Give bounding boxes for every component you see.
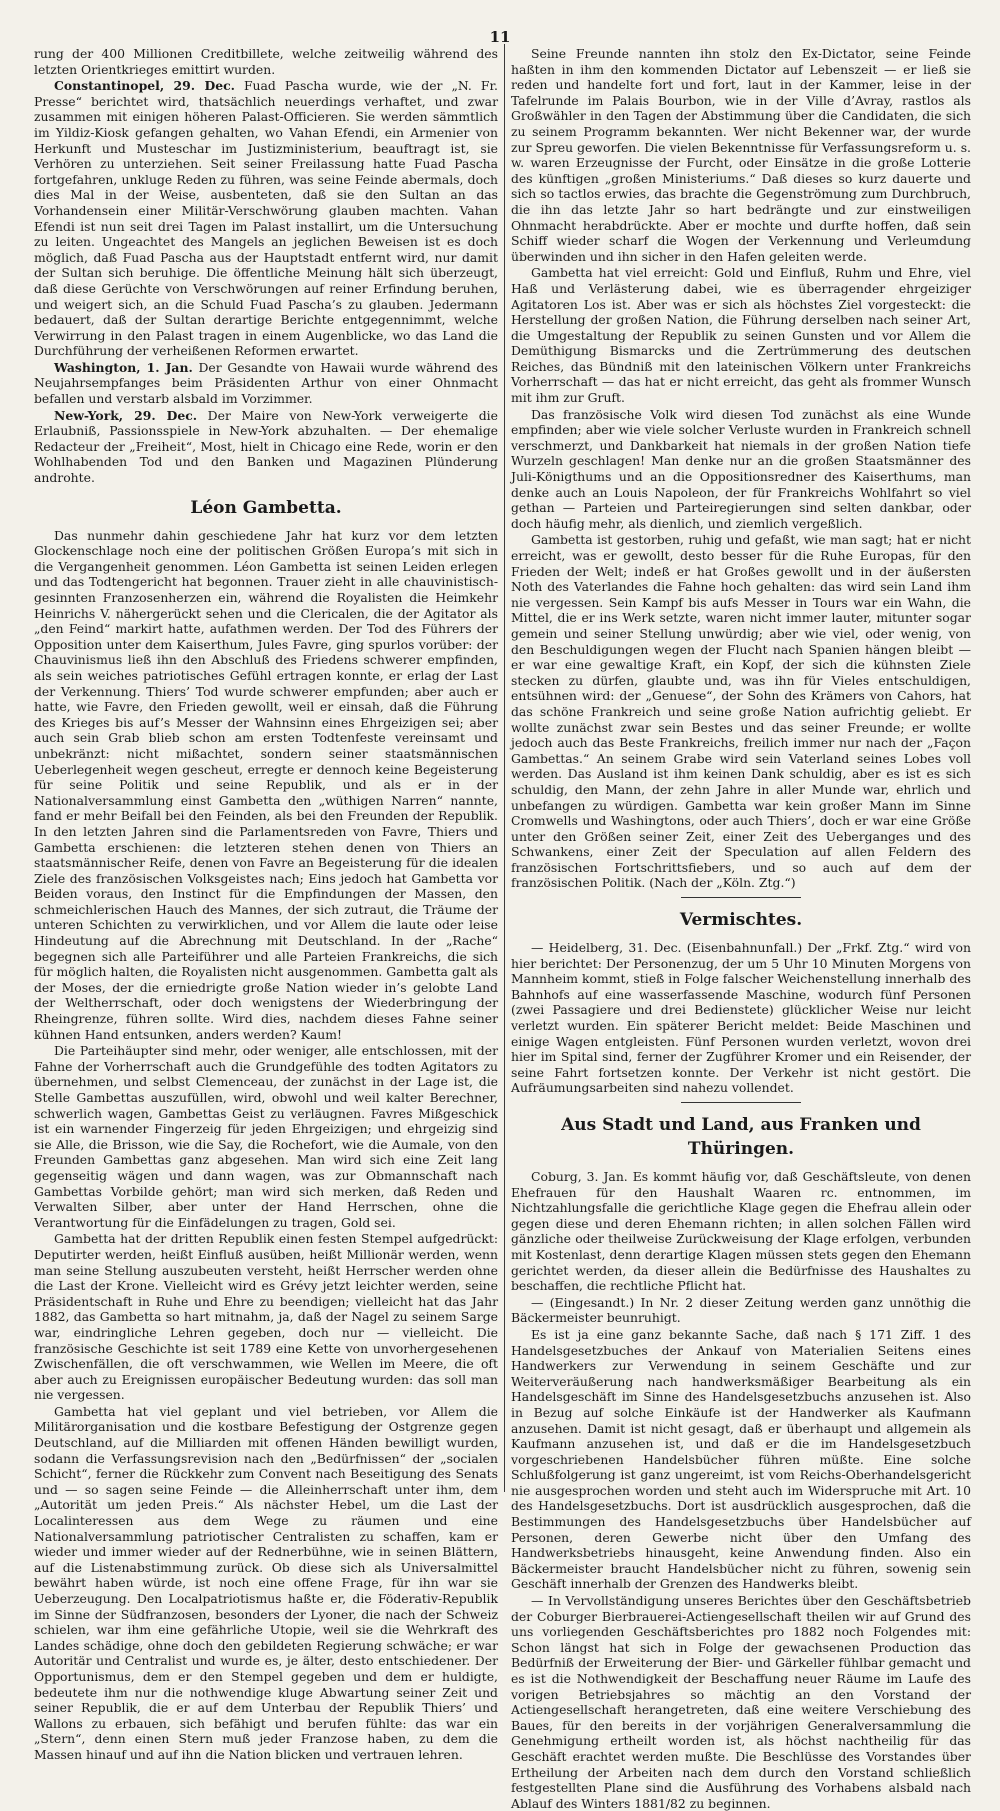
article-paragraph: Das nunmehr dahin geschiedene Jahr hat kurz vor dem letzten Glockenschlage noch eine der politischen Größen Europa’s mit sich in die Vergangenheit genommen. Léon Gambetta ist seinen Leiden erlegen und das Todtengericht hat begonnen. Trauer zieht in alle chauvinistisch-gesinnten Franzosenherzen ein, während die Royalisten die Heimkehr Heinrichs V. nähergerückt sehen und die Clericalen, die der Agitator als „den Feind“ markirt hatte, aufathmen werden. Der Tod des Führers der Opposition unter dem Kaiserthum, Jules Favre, ging spurlos vorüber: der Chauvinismus ließ ihn den Abschluß des Friedens schwerer empfinden, als sein weiches patriotisches Gefühl ertragen konnte, er erlag der Last der Verkennung. Thiers’ Tod wurde schwerer empfunden; aber auch er hatte, wie Favre, den Frieden gewollt, weil er einsah, daß die Führung des Krieges bis auf’s Messer der Wahnsinn eines Ehrgeizigen sei; aber auch sein Grab blieb schon am ersten Todtenfeste vereinsamt und unbekränzt: nicht mißachtet, sondern seiner staatsmännischen Ueberlegenheit wegen gescheut, erregte er dennoch keine Begeisterung für seine Politik und seine Republik, und als er in der Nationalversammlung einst Gambetta den „wüthigen Narren“ nannte, fand er mehr Beifall bei den Feinden, als bei den Freunden der Republik. In den letzten Jahren sind die Parlamentsreden von Favre, Thiers und Gambetta erschienen: die letzteren stehen denen von Thiers an staatsmännischer Reife, denen von Favre an Begeisterung für die idealen Ziele des französischen Volksgeistes nach; Eins jedoch hat Gambetta vor Beiden voraus, den Instinct für die Empfindungen der Massen, den schmeichlerischen Hauch des Mannes, der sich zutraut, die Träume der unteren Schichten zu verwirklichen, und vor Allem die laute oder leise Hindeutung auf die Abrechnung mit Deutschland. In der „Rache“ begegnen sich alle Parteiführer und alle Parteien Frankreichs, die sich für möglich halten, die Royalisten nicht ausgenommen. Gambetta galt als der Moses, der die erniedrigte große Nation wieder in’s gelobte Land der Weltherrschaft, oder doch wenigstens der Wiederbringung der Rheingrenze, führen sollte. Wird dies, nachdem dieses Fahne seiner kühnen Hand entsunken, anders werden? Kaum! (34, 527, 498, 1042)
news-item: Coburg, 3. Jan. Es kommt häufig vor, daß Geschäftsleute, von denen Ehefrauen für den Haushalt Waaren rc. entnommen, im Nichtzahlungsfalle die gerichtliche Klage gegen die Ehefrau allein oder gegen diese und deren Ehemann richten; in allen solchen Fällen wird gänzliche oder theilweise Zurückweisung der Klage erfolgen, verbunden mit Kostenlast, denn derartige Klagen müssen stets gegen den Ehemann gerichtet werden, da dieser allein die Bedürfnisse des Haushaltes zu beschaffen, die rechtliche Pflicht hat. (511, 1169, 971, 1294)
article-paragraph: Gambetta hat viel erreicht: Gold und Einfluß, Ruhm und Ehre, viel Haß und Verlästerung dabei, wie es überragender ehrgeiziger Agitatoren Los ist. Aber was er sich als höchstes Ziel vorgesteckt: die Herstellung der großen Nation, die Führung derselben nach seiner Art, die Umgestaltung der Republik zu seinen Gunsten und vor Allem die Demüthigung Bismarcks und die Zertrümmerung des deutschen Reiches, das Bündniß mit den lateinischen Völkern unter Frankreichs Vorherrschaft — das hat er nicht erreicht, das geht als frommer Wunsch mit ihm zur Gruft. (511, 265, 971, 406)
washington-report (34, 360, 498, 407)
section-separator (681, 1102, 801, 1103)
report-text: Fuad Pascha wurde, wie der „N. Fr. Presse“ berichtet wird, thatsächlich neuerdings verhaftet, und zwar zusammen mit einigen höheren Palast-Officieren. Sie werden sämmtlich im Yildiz-Kiosk gefangen gehalten, wo Vahan Efendi, ein Armenier von Herkunft und Musteschar im Justizministerium, beauftragt ist, sie Verhören zu unterziehen. Seit seiner Freilassung hatte Fuad Pascha fortgefahren, unkluge Reden zu führen, was seine Feinde abermals, doch dies Mal in der Weise, ausbenteten, daß sie den Sultan an das Vorhandensein einer Militär-Verschwörung glauben machten. Vahan Efendi ist nun seit drei Tagen im Palast installirt, um die Untersuchung zu leiten. Ungeachtet des Mangels an jeglichen Beweisen ist es doch möglich, daß Fuad Pascha aus der Hauptstadt entfernt wird, nur damit der Sultan sich beruhige. Die öffentliche Meinung hält sich überzeugt, daß diese Gerüchte von Verschwörungen auf reiner Erfindung beruhen, und weigert sich, an die Schuld Fuad Pascha’s zu glauben. Jedermann bedauert, daß der Sultan derartige Berichte entgegennimmt, welche Verwirrung in den Palast tragen in einem Augenblicke, wo das Land die Durchführung der verheißenen Reformen erwartet. (34, 78, 498, 359)
column-divider (504, 44, 505, 1492)
article-paragraph: Die Parteihäupter sind mehr, oder weniger, alle entschlossen, mit der Fahne der Vorherrschaft auch die Grundgefühle des todten Agitators zu übernehmen, und selbst Clemenceau, der zunächst in der Lage ist, die Stelle Gambettas auszufüllen, wird, obwohl und weil kalter Berechner, schwerlich wagen, Gambettas Geist zu verläugnen. Favres Mißgeschick ist ein warnender Fingerzeig für jeden Ehrgeizigen; und ehrgeizig sind sie Alle, die Brisson, wie die Say, die Rochefort, wie die Aumale, von den Freunden Gambettas ganz abgesehen. Man wird sich eine Zeit lang gegenseitig wägen und dann wagen, was zur Obmannschaft nach Gambettas Vorbilde gehört; man wird sich merken, daß Reden und Verwalten Silber, aber unter der Hand Herrschen, ohne die Verantwortung für die Einfädelungen zu tragen, Gold sei. (34, 1043, 498, 1230)
report-text: Der Gesandte von Hawaii wurde während des Neujahrsempfanges beim Präsidenten Arthur von einer Ohnmacht befallen und verstarb alsbald im Vorzimmer. (34, 359, 498, 407)
report-text: Der Maire von New-York verweigerte die Erlaubniß, Passionsspiele in New-York abzuhalten. — Der ehemalige Redacteur der „Freiheit“, Most, hielt in Chicago eine Rede, worin er den Wohlhabenden Tod und den Banken und Magazinen Plünderung androhte. (34, 407, 498, 486)
constantinopel-report (34, 78, 498, 359)
article-paragraph: Gambetta hat viel geplant und viel betrieben, vor Allem die Militärorganisation und die kostbare Befestigung der Ostgrenze gegen Deutschland, auf die Milliarden mit offenen Händen bewilligt wurden, sodann die Verfassungsrevision nach den „Bedürfnissen“ der „socialen Schicht“, ferner die Rückkehr zum Convent nach Beseitigung des Senats und — so sagen seine Feinde — die Alleinherrschaft unter ihm, dem „Autorität um jeden Preis.“ Als nächster Hebel, um die Last der Localinteressen aus dem Wege zu räumen und eine Nationalversammlung patriotischer Centralisten zu schaffen, kam er wieder und immer wieder auf der Rednerbühne, wie in seinen Blättern, auf die Listenabstimmung zurück. Ob diese sich als Universalmittel bewährt haben würde, ist noch eine offene Frage, für ihn war sie Ueberzeugung. Den Localpatriotismus haßte er, die Föderativ-Republik im Sinne der Südfranzosen, besonders der Lyoner, die nach der Schweiz schielen, war ihm eine gefährliche Utopie, weil sie die Wehrkraft des Landes schädige, ohne doch den gebildeten Regierung schwäche; er war Autoritär und Centralist und wurde es, je älter, desto entschiedener. Der Opportunismus, dem er den Stempel gegeben und dem er huldigte, bedeutete ihm nur die nothwendige kluge Abwartung seiner Zeit und seiner Republik, die er auf dem Unterbau der Republik Thiers’ und Wallons zu erbauen, sich befähigt und berufen fühlte: das war ein „Stern“, denn einen Stern muß jeder Franzose haben, zu dem die Massen hinauf und auf ihn die Nation blicken und vertrauen lehren. (34, 1403, 498, 1762)
article-paragraph: Seine Freunde nannten ihn stolz den Ex-Dictator, seine Feinde haßten in ihm den kommenden Dictator auf Lebenszeit — er ließ sie reden und handelte fort und fort, laut in der Kammer, leise in der Tafelrunde im Palais Bourbon, wie in der Ville d’Avray, rastlos als Großwähler in den Tagen der Abstimmung über die Candidaten, die sich zu seinem Programm bekannten. Wer nicht Bekenner war, der wurde zur Spreu geworfen. Die vielen Bekenntnisse für Verfassungsreform u. s. w. waren Erzeugnisse der Furcht, oder Einsätze in die große Lotterie des künftigen „großen Ministeriums.“ Daß dieses so kurz dauerte und sich so tactlos erwies, das brachte die Gegenströmung zum Durchbruch, die ihn das letzte Jahr so hart bedrängte und zur einstweiligen Ohnmacht herabdrückte. Aber er mochte und durfte hoffen, daß sein Schiff wieder scharf die Wogen der Verkennung und Verleumdung überwinden und ihn sicher in den Hafen geleiten werde. (511, 46, 971, 264)
right-column (511, 46, 971, 1811)
dateline-constantinopel: Constantinopel, 29. Dec. (54, 78, 235, 94)
left-column (34, 46, 498, 1762)
page-number: 11 (489, 28, 511, 46)
news-item: — Heidelberg, 31. Dec. (Eisenbahnunfall.) Der „Frkf. Ztg.“ wird von hier berichtet: Der Personenzug, der um 5 Uhr 10 Minuten Morgens von Mannheim kommt, stieß in Folge falscher Weichenstellung innerhalb des Bahnhofs auf eine wasserfassende Maschine, wodurch fünf Personen (zwei Passagiere und drei Bedienstete) glücklicher Weise nur leicht verletzt wurden. Ein späterer Bericht meldet: Beide Maschinen und einige Wagen entgleisten. Fünf Personen wurden verletzt, wovon drei hier im Spital sind, ferner der Zugführer Kromer und ein Reisender, der seine Fahrt fortsetzen konnte. Der Verkehr ist nicht gestört. Die Aufräumungsarbeiten sind nahezu vollendet. (511, 940, 971, 1096)
vermischtes-heading: Vermischtes. (679, 910, 803, 931)
dateline-newyork: New-York, 29. Dec. (54, 407, 198, 423)
dateline-washington: Washington, 1. Jan. (54, 359, 193, 375)
gambetta-heading: Léon Gambetta. (190, 497, 342, 518)
newyork-report (34, 408, 498, 486)
article-paragraph: Gambetta ist gestorben, ruhig und gefaßt, wie man sagt; hat er nicht erreicht, was er gewollt, desto besser für die Ruhe Europas, für den Frieden der Welt; indeß er hat Großes gewollt und in der äußersten Noth des Vaterlandes die Fahne hoch gehalten: das wird sein Land ihm nie vergessen. Sein Kampf bis aufs Messer in Tours war ein Wahn, die Mittel, die er ins Werk setzte, waren nicht immer lauter, mitunter sogar gemein und seiner Stellung unwürdig; aber wie viel, oder wenig, von den Beschuldigungen wegen der Flucht nach Spanien hängen bleibt — er war eine gewaltige Kraft, ein Kopf, der sich die kühnsten Ziele stecken zu dürfen, glaubte und, was ihn für Vieles entschuldigen, entsühnen wird: der „Genuese“, der Sohn des Krämers von Cahors, hat das schöne Frankreich und seine große Nation aufrichtig geliebt. Er wollte zunächst zwar sein Bestes und das seiner Freunde; er wollte jedoch auch das Beste Frankreichs, freilich immer nur nach der „Façon Gambettas.“ An seinem Grabe wird sein Vaterland seines Lobes voll werden. Das Ausland ist ihm keinen Dank schuldig, aber es ist es sich schuldig, den Mann, der zehn Jahre in aller Munde war, ehrlich und unbefangen zu würdigen. Gambetta war kein großer Mann im Sinne Cromwells und Washingtons, oder auch Thiers’, doch er war eine Größe unter den Größen seiner Zeit, einer Zeit des Ueberganges und des Schwankens, einer Zeit der Speculation auf allen Feldern des französischen Fortschrittsfiebers, und so auch auf dem der französischen Politik. (Nach der „Köln. Ztg.“) (511, 532, 971, 891)
news-item: Es ist ja eine ganz bekannte Sache, daß nach § 171 Ziff. 1 des Handelsgesetzbuches der Ankauf von Materialien Seitens eines Handwerkers zur Verwendung in seinem Geschäfte und zur Weiterveräußerung nach handwerksmäßiger Bearbeitung als ein Handelsgeschäft im Sinne des Handelsgesetzbuchs anzusehen ist. Also in Bezug auf solche Einkäufe ist der Handwerker als Kaufmann anzusehen. Damit ist nicht gesagt, daß er überhaupt und allgemein als Kaufmann anzusehen ist, und daß er die im Handelsgesetzbuch vorgeschriebenen Handelsbücher führen müßte. Eine solche Schlußfolgerung ist ganz ungereimt, ist vom Reichs-Oberhandelsgericht nie ausgesprochen worden und steht auch im Widerspruche mit Art. 10 des Handelsgesetzbuchs. Dort ist ausdrücklich ausgesprochen, daß die Bestimmungen des Handelsgesetzbuchs über Handelsbücher auf Personen, deren Gewerbe nicht über den Umfang des Handwerksbetriebs hinausgeht, keine Anwendung finden. Also ein Bäckermeister braucht Handelsbücher nicht zu führen, sowenig sein Geschäft innerhalb der Grenzen des Handwerks bleibt. (511, 1326, 971, 1592)
section-separator (681, 897, 801, 898)
continued-paragraph: rung der 400 Millionen Creditbillete, welche zeitweilig während des letzten Orientkrieges emittirt wurden. (34, 46, 498, 77)
news-item: — In Vervollständigung unseres Berichtes über den Geschäftsbetrieb der Coburger Bierbrauerei-Actiengesellschaft theilen wir auf Grund des uns vorliegenden Geschäftsberichtes pro 1882 noch Folgendes mit: Schon längst hat sich in Folge der gewachsenen Production das Bedürfniß der Erweiterung der Bier- und Gärkeller fühlbar gemacht und es ist die Nothwendigkeit der Beschaffung neuer Räume im Laufe des vorigen Betriebsjahres so mächtig an den Vorstand der Actiengesellschaft herangetreten, daß eine weitere Verschiebung des Baues, für den bereits in der vorjährigen Generalversammlung die Genehmigung ertheilt worden ist, als höchst nachtheilig für das Geschäft erachtet werden mußte. Die Beschlüsse des Vorstandes über Ertheilung der Arbeiten nach dem durch den Vorstand schließlich festgestellten Plane sind die Ausführung des Vorhabens alsbald nach Ablauf des Winters 1881/82 zu beginnen. (511, 1593, 971, 1811)
article-paragraph: Gambetta hat der dritten Republik einen festen Stempel aufgedrückt: Deputirter werden, heißt Einfluß ausüben, heißt Millionär werden, wenn man seine Stellung auszubeuten versteht, heißt Herrscher werden ohne die Last der Krone. Vielleicht wird es Grévy jetzt leichter werden, seine Präsidentschaft in Ruhe und Ehre zu beendigen; vielleicht hat das Jahr 1882, das Gambetta so hart mitnahm, ja, daß der Nagel zu seinem Sarge war, eindringliche Lehren gegeben, doch nur — vielleicht. Die französische Geschichte ist seit 1789 eine Kette von unvorhergesehenen Zwischenfällen, die oft verschwammen, wie Wellen im Meere, die oft aber auch zu Ereignissen europäischer Bedeutung wurden: das soll man nie vergessen. (34, 1231, 498, 1403)
stadt-land-heading: Aus Stadt und Land, aus Franken und Thüringen. (561, 1115, 921, 1159)
news-item: — (Eingesandt.) In Nr. 2 dieser Zeitung werden ganz unnöthig die Bäckermeister beunruhigt. (511, 1294, 971, 1326)
article-paragraph: Das französische Volk wird diesen Tod zunächst als eine Wunde empfinden; aber wie viele solcher Verluste wurden in Frankreich schnell verschmerzt, und Dankbarkeit hat niemals in der großen Nation tiefe Wurzeln geschlagen! Man denke nur an die großen Staatsmänner des Juli-Königthums und an die Oppositionsredner des Kaiserthums, man denke auch an Louis Napoleon, der für Frankreichs Wohlfahrt so viel gethan — Parteien und Parteiregierungen sind selten dankbar, oder doch häufig mehr, als dienlich, und ziemlich vergeßlich. (511, 406, 971, 531)
